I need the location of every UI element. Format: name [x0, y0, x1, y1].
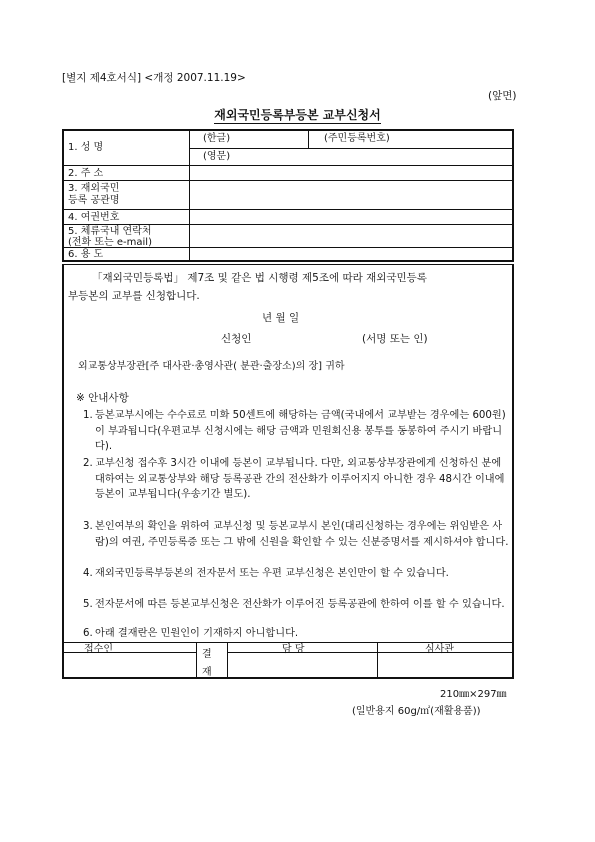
form-reference: [별지 제4호서식] <개정 2007.11.19> [62, 72, 246, 84]
notice-text: 등본교부시에는 수수료로 미화 50센트에 해당하는 금액(국내에서 교부받는 경우에는 600원)이 부과됩니다(우편교부 신청시에는 해당 금액과 민원회신용 봉투를 동봉하여 주시기 바랍니다). [95, 410, 506, 452]
resident-number-field[interactable]: (주민등록번호) [324, 133, 390, 144]
notice-number: 4. [83, 568, 93, 579]
application-table [62, 129, 514, 262]
receiver-label: 접수인 [84, 644, 113, 655]
row-line [64, 209, 512, 210]
addressee-line: 외교통상부장관[주 대사관·총영사관( 분관·출장소)의 장] 귀하 [78, 361, 345, 372]
mission-label-line2: 등록 공관명 [68, 195, 120, 206]
purpose-label: 6. 용 도 [68, 249, 104, 260]
contact-label-line2: (전화 또는 e-mail) [68, 237, 152, 248]
contact-field[interactable] [194, 228, 504, 244]
approval-label-2: 재 [202, 667, 212, 678]
purpose-field[interactable] [194, 249, 504, 259]
paper-size: 210㎜×297㎜ [440, 689, 507, 700]
statement-line2: 부등본의 교부를 신청합니다. [68, 290, 200, 302]
label-divider [189, 131, 190, 260]
approval-label-1: 결 [202, 649, 212, 660]
name-english-field[interactable]: (영문) [203, 151, 231, 162]
front-side-label: (앞면) [488, 90, 517, 102]
notice-number: 6. [83, 628, 93, 639]
document-title [0, 106, 595, 123]
name-inner-line [189, 148, 513, 149]
notice-item [83, 456, 510, 503]
notice-text: 본인여부의 확인을 위하여 교부신청 및 등본교부시 본인(대리신청하는 경우에는 위임받은 사람)의 여권, 주민등록증 또는 그 밖에 신원을 확인할 수 있는 신분증명서를 제시하셔야 합니다. [95, 521, 509, 548]
name-label: 1. 성 명 [68, 142, 104, 153]
reviewer-label: 심사관 [425, 644, 454, 655]
passport-field[interactable] [194, 212, 504, 223]
address-field[interactable] [194, 168, 504, 179]
row-line [64, 165, 512, 166]
applicant-label: 신청인 [221, 333, 252, 345]
signature-label: (서명 또는 인) [362, 333, 428, 345]
name-korean-field[interactable]: (한글) [203, 133, 231, 144]
address-label: 2. 주 소 [68, 168, 104, 179]
notice-number: 1. [83, 410, 93, 421]
notice-text: 재외국민등록부등본의 전자문서 또는 우편 교부신청은 본인만이 할 수 있습니다. [95, 568, 449, 579]
notice-item [83, 597, 510, 613]
notice-number: 2. [83, 458, 93, 469]
passport-label: 4. 여권번호 [68, 212, 120, 223]
row-line [64, 224, 512, 225]
notice-number: 5. [83, 599, 93, 610]
name-inner-divider [308, 131, 309, 148]
notice-number: 3. [83, 521, 93, 532]
notice-text: 전자문서에 따른 등본교부신청은 전산화가 이루어진 등록공관에 한하여 이를 할 수 있습니다. [95, 599, 505, 610]
statement-line1: 「재외국민등록법」 제7조 및 같은 법 시행령 제5조에 따라 재외국민등록 [92, 272, 427, 284]
notice-item [83, 519, 510, 550]
contact-label-line1: 5. 체류국내 연락처 [68, 226, 152, 237]
notice-item [83, 408, 510, 455]
document-title-text: 재외국민등록부등본 교부신청서 [214, 108, 381, 122]
mission-field[interactable] [194, 187, 504, 203]
date-line: 년 월 일 [262, 312, 300, 324]
notice-text: 교부신청 접수후 3시간 이내에 등본이 교부됩니다. 다만, 외교통상부장관에게 신청하신 분에 대하여는 외교통상부와 해당 등록공관 간의 전산화가 이루어지지 아니한 경우 48시간 이내에 등본이 교부됩니다(우송기간 별도). [95, 458, 505, 500]
notice-item [83, 566, 510, 582]
notice-text: 아래 결재란은 민원인이 기재하지 아니합니다. [95, 628, 299, 639]
mission-label-line1: 3. 재외국민 [68, 183, 120, 194]
row-line [64, 180, 512, 181]
paper-type: (일반용지 60g/㎡(재활용품)) [352, 706, 481, 717]
in-charge-label: 담 당 [282, 644, 305, 655]
notice-title: ※ 안내사항 [76, 392, 129, 404]
